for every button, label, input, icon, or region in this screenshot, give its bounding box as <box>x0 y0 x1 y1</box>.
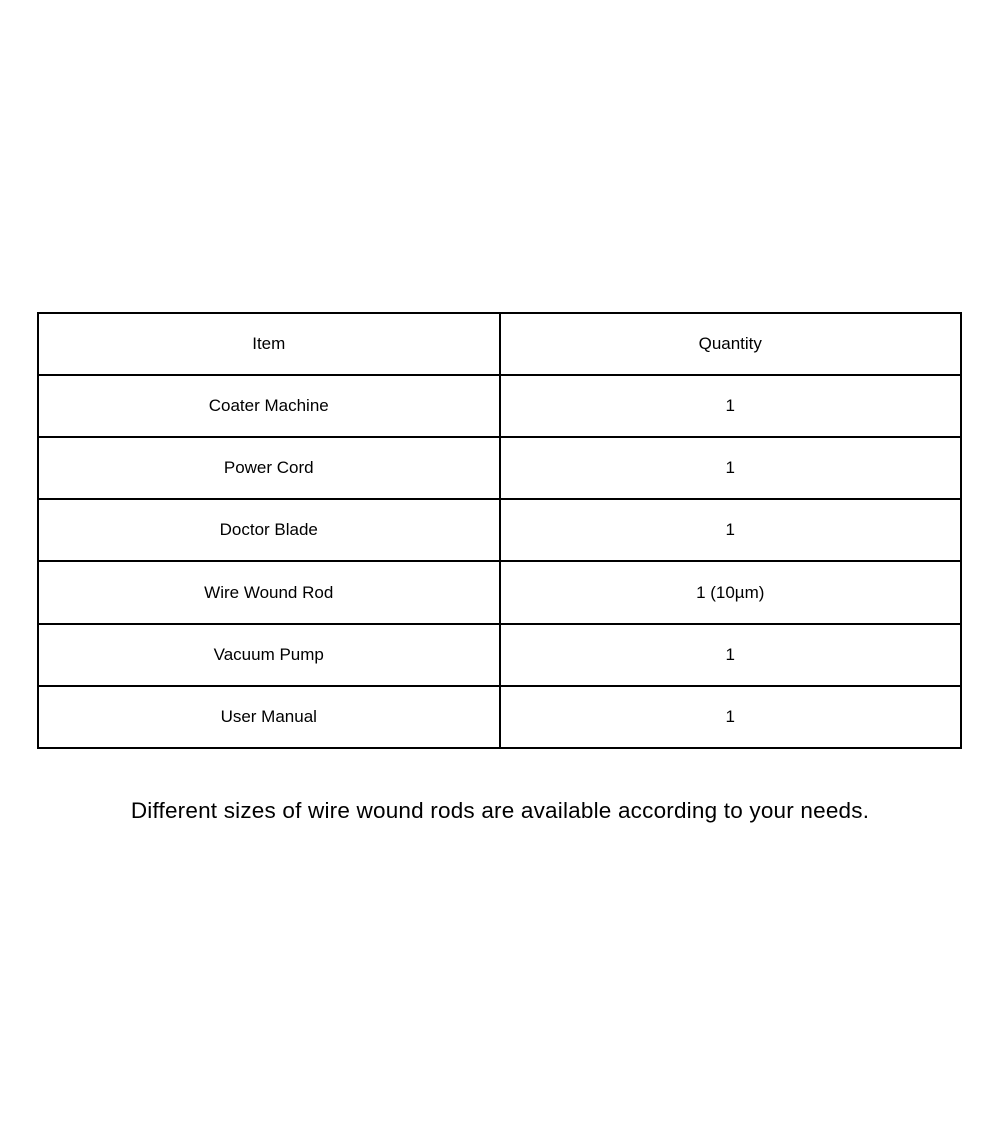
quantity-cell: 1 <box>500 686 962 748</box>
packing-list-table <box>37 312 962 749</box>
quantity-cell: 1 <box>500 624 962 686</box>
item-cell: Coater Machine <box>38 375 500 437</box>
table-row <box>38 686 961 748</box>
quantity-cell: 1 <box>500 375 962 437</box>
table-row <box>38 375 961 437</box>
item-cell: User Manual <box>38 686 500 748</box>
quantity-cell: 1 <box>500 499 962 561</box>
quantity-cell: 1 (10µm) <box>500 561 962 623</box>
table-row <box>38 499 961 561</box>
table-header-row <box>38 313 961 375</box>
table-row <box>38 624 961 686</box>
column-header-item: Item <box>38 313 500 375</box>
item-cell: Power Cord <box>38 437 500 499</box>
table-body <box>38 375 961 748</box>
availability-note: Different sizes of wire wound rods are available according to your needs. <box>130 798 870 823</box>
table-row <box>38 437 961 499</box>
item-cell: Wire Wound Rod <box>38 561 500 623</box>
column-header-quantity: Quantity <box>500 313 962 375</box>
item-cell: Doctor Blade <box>38 499 500 561</box>
table-row <box>38 561 961 623</box>
item-cell: Vacuum Pump <box>38 624 500 686</box>
quantity-cell: 1 <box>500 437 962 499</box>
table-header <box>38 313 961 375</box>
